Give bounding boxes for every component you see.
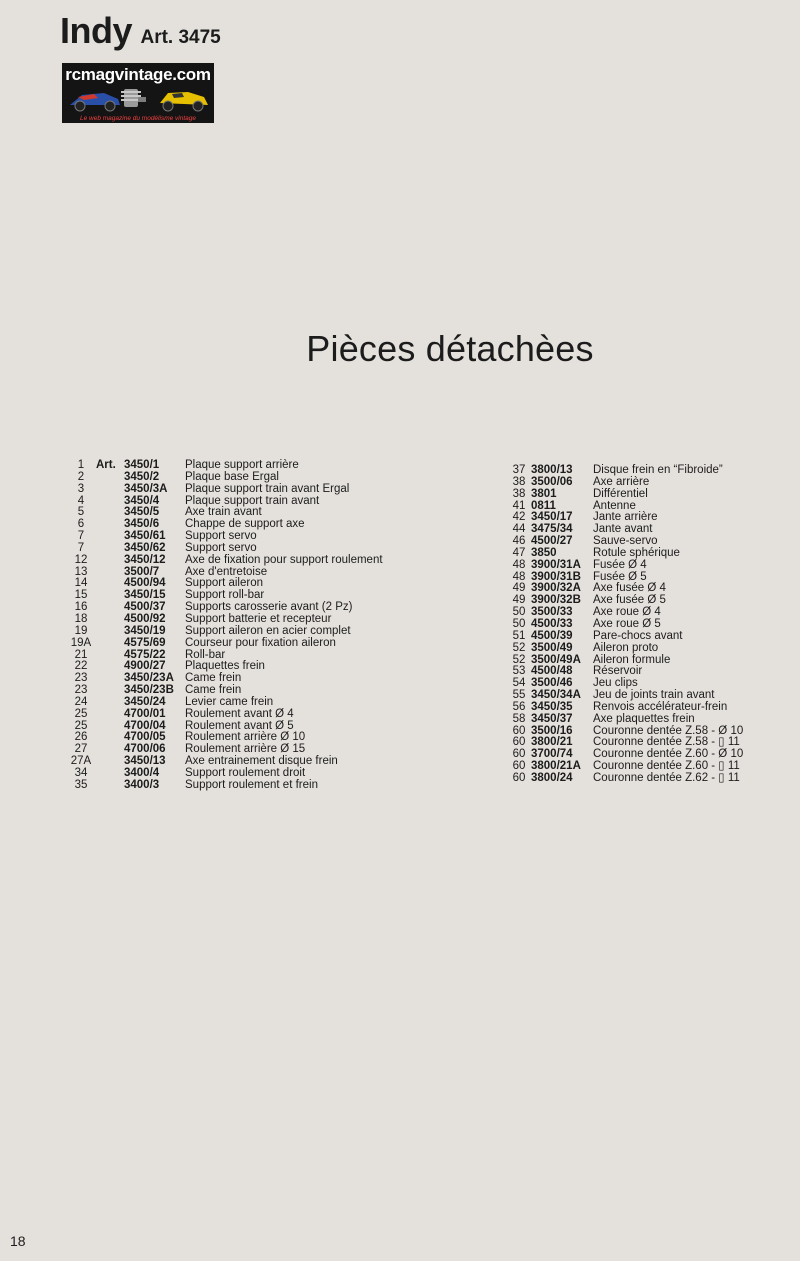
part-number: 60 xyxy=(512,736,526,749)
part-code: 3400/3 xyxy=(124,778,160,791)
art-prefix xyxy=(96,673,124,685)
page-title: Pièces détachèes xyxy=(306,328,594,369)
part-code: 4700/01 xyxy=(124,707,166,720)
part-description: Aileron proto xyxy=(593,641,659,654)
part-row xyxy=(66,697,446,709)
part-number: 48 xyxy=(512,558,526,571)
logo-tagline: Le web magazine du modélisme vintage xyxy=(80,115,196,122)
part-description: Plaque support arrière xyxy=(185,459,299,471)
part-code: 4700/06 xyxy=(124,743,166,756)
logo-text: rcmagvintage.com xyxy=(65,65,211,84)
part-number: 41 xyxy=(512,499,526,512)
part-description: Couronne dentée Z.60 - Ø 10 xyxy=(593,748,744,761)
part-description: Support roulement droit xyxy=(185,766,306,779)
part-description: Support aileron xyxy=(185,577,263,590)
part-number: 50 xyxy=(512,606,526,619)
part-code: 3450/2 xyxy=(124,470,160,483)
part-number: 2 xyxy=(77,470,85,483)
part-number: 60 xyxy=(512,760,526,773)
part-number: 24 xyxy=(74,695,88,708)
part-description: Roulement avant Ø 4 xyxy=(185,707,294,720)
art-prefix xyxy=(96,519,124,531)
part-code: 3450/15 xyxy=(124,589,166,602)
art-prefix xyxy=(96,602,124,614)
part-row xyxy=(66,484,446,496)
part-row xyxy=(507,489,797,501)
part-description: Roulement arrière Ø 15 xyxy=(185,743,306,756)
part-code: 4900/27 xyxy=(124,660,166,673)
part-description: Axe arrière xyxy=(593,475,650,488)
part-number: 16 xyxy=(74,601,88,614)
part-number: 13 xyxy=(74,565,88,578)
part-number: 49 xyxy=(512,594,526,607)
part-code: 4575/69 xyxy=(124,636,166,649)
part-code: 0811 xyxy=(531,499,556,512)
part-code: 3450/37 xyxy=(531,712,573,725)
parts-list-right xyxy=(507,465,797,785)
part-row xyxy=(66,661,446,673)
part-row xyxy=(507,702,797,714)
art-prefix xyxy=(96,578,124,590)
part-description: Plaque support train avant xyxy=(185,494,320,507)
part-code: 3800/21 xyxy=(531,736,573,749)
part-number: 46 xyxy=(512,535,526,548)
part-number: 44 xyxy=(512,523,526,536)
part-description: Courseur pour fixation aileron xyxy=(185,636,336,649)
part-row xyxy=(507,560,797,572)
art-prefix xyxy=(96,555,124,567)
part-description: Sauve-servo xyxy=(593,535,658,548)
part-description: Axe plaquettes frein xyxy=(593,712,695,725)
part-row xyxy=(66,472,446,484)
art-prefix: Art. xyxy=(96,459,116,471)
art-prefix xyxy=(96,626,124,638)
part-code: 3450/34A xyxy=(531,689,581,702)
part-description: Came frein xyxy=(185,684,242,697)
part-code: 3700/74 xyxy=(531,748,573,761)
art-prefix xyxy=(96,590,124,602)
part-description: Réservoir xyxy=(593,665,643,678)
part-code: 4500/94 xyxy=(124,577,166,590)
part-code: 3450/62 xyxy=(124,541,166,554)
part-number: 14 xyxy=(74,577,88,590)
art-prefix xyxy=(96,507,124,519)
part-code: 3475/34 xyxy=(531,523,573,536)
part-code: 3500/33 xyxy=(531,606,573,619)
part-code: 3850 xyxy=(531,546,557,559)
part-description: Roulement avant Ø 5 xyxy=(185,719,294,732)
part-description: Couronne dentée Z.58 - Ø 10 xyxy=(593,724,744,737)
part-description: Support roulement et frein xyxy=(185,778,318,791)
part-code: 3800/13 xyxy=(531,464,573,476)
part-description: Disque frein en “Fibroide” xyxy=(593,464,723,476)
part-code: 3450/19 xyxy=(124,624,166,637)
art-prefix xyxy=(96,567,124,579)
part-description: Axe entrainement disque frein xyxy=(185,755,338,768)
part-number: 47 xyxy=(512,546,526,559)
rc-car-engine-logo-graphic xyxy=(64,83,212,113)
part-code: 3450/1 xyxy=(124,459,160,471)
art-prefix xyxy=(96,638,124,650)
part-code: 3450/5 xyxy=(124,506,160,519)
part-description: Roulement arrière Ø 10 xyxy=(185,731,306,744)
art-prefix xyxy=(96,697,124,709)
part-number: 5 xyxy=(77,506,85,519)
part-number: 6 xyxy=(77,518,85,531)
part-number: 56 xyxy=(512,700,526,713)
part-row xyxy=(507,643,797,655)
art-prefix xyxy=(96,614,124,626)
part-description: Axe train avant xyxy=(185,506,262,519)
part-number: 3 xyxy=(77,482,85,495)
part-code: 4500/92 xyxy=(124,612,166,625)
part-code: 3900/31B xyxy=(531,570,581,583)
part-description: Support aileron en acier complet xyxy=(185,624,351,637)
part-number: 21 xyxy=(74,648,88,661)
article-number: Art. 3475 xyxy=(140,27,221,48)
part-description: Came frein xyxy=(185,672,242,685)
part-description: Chappe de support axe xyxy=(185,518,305,531)
part-code: 3450/23A xyxy=(124,672,174,685)
part-code: 3450/61 xyxy=(124,530,166,543)
part-code: 3500/49 xyxy=(531,641,573,654)
part-number: 53 xyxy=(512,665,526,678)
part-number: 60 xyxy=(512,748,526,761)
part-code: 4700/05 xyxy=(124,731,166,744)
part-number: 1 xyxy=(77,459,85,471)
part-description: Différentiel xyxy=(593,487,648,500)
part-code: 3450/6 xyxy=(124,518,160,531)
art-prefix xyxy=(96,496,124,508)
part-number: 37 xyxy=(512,464,526,476)
part-row xyxy=(66,626,446,638)
part-number: 27 xyxy=(74,743,88,756)
art-prefix xyxy=(96,732,124,744)
part-number: 55 xyxy=(512,689,526,702)
part-number: 22 xyxy=(74,660,88,673)
part-number: 50 xyxy=(512,617,526,630)
part-description: Axe fusée Ø 4 xyxy=(593,582,666,595)
part-row xyxy=(507,548,797,560)
part-row xyxy=(507,631,797,643)
part-description: Levier came frein xyxy=(185,695,274,708)
part-number: 38 xyxy=(512,487,526,500)
art-prefix xyxy=(96,661,124,673)
part-code: 3450/35 xyxy=(531,700,573,713)
art-prefix xyxy=(96,709,124,721)
part-code: 3400/4 xyxy=(124,766,160,779)
part-description: Couronne dentée Z.62 - ▯ 11 xyxy=(593,771,740,784)
part-description: Plaquettes frein xyxy=(185,660,265,673)
part-code: 3450/12 xyxy=(124,553,166,566)
part-code: 4500/27 xyxy=(531,535,573,548)
part-row xyxy=(507,773,797,785)
part-number: 35 xyxy=(74,778,88,791)
part-description: Support batterie et recepteur xyxy=(185,612,332,625)
part-code: 3500/16 xyxy=(531,724,573,737)
part-number: 27A xyxy=(70,755,92,768)
part-number: 19 xyxy=(74,624,88,637)
part-description: Jeu de joints train avant xyxy=(593,689,715,702)
part-row xyxy=(66,555,446,567)
part-description: Aileron formule xyxy=(593,653,671,666)
part-number: 60 xyxy=(512,771,526,784)
part-number: 26 xyxy=(74,731,88,744)
art-prefix xyxy=(96,472,124,484)
part-number: 48 xyxy=(512,570,526,583)
art-prefix xyxy=(96,484,124,496)
part-number: 52 xyxy=(512,641,526,654)
part-row xyxy=(507,477,797,489)
art-prefix xyxy=(96,780,124,792)
part-description: Plaque base Ergal xyxy=(185,470,279,483)
part-code: 3450/24 xyxy=(124,695,166,708)
document-header xyxy=(60,10,221,52)
part-description: Axe de fixation pour support roulement xyxy=(185,553,383,566)
part-code: 3500/46 xyxy=(531,677,573,690)
part-number: 42 xyxy=(512,511,526,524)
part-description: Axe fusée Ø 5 xyxy=(593,594,666,607)
part-code: 3801 xyxy=(531,487,557,500)
art-prefix xyxy=(96,744,124,756)
part-code: 3800/21A xyxy=(531,760,581,773)
part-description: Couronne dentée Z.60 - ▯ 11 xyxy=(593,760,740,773)
part-code: 4500/33 xyxy=(531,617,573,630)
part-code: 3450/3A xyxy=(124,482,168,495)
part-code: 3800/24 xyxy=(531,771,573,784)
part-description: Support servo xyxy=(185,541,257,554)
part-description: Renvois accélérateur-frein xyxy=(593,700,728,713)
art-prefix xyxy=(96,768,124,780)
part-code: 4575/22 xyxy=(124,648,166,661)
part-number: 52 xyxy=(512,653,526,666)
part-row xyxy=(66,673,446,685)
part-description: Roll-bar xyxy=(185,648,226,661)
part-row xyxy=(66,638,446,650)
art-prefix xyxy=(96,685,124,697)
part-row xyxy=(66,543,446,555)
art-prefix xyxy=(96,756,124,768)
part-number: 18 xyxy=(74,612,88,625)
part-description: Antenne xyxy=(593,499,636,512)
part-description: Axe roue Ø 4 xyxy=(593,606,661,619)
art-prefix xyxy=(96,531,124,543)
part-code: 3900/31A xyxy=(531,558,581,571)
part-number: 7 xyxy=(77,541,85,554)
part-number: 49 xyxy=(512,582,526,595)
part-number: 23 xyxy=(74,672,88,685)
part-code: 3900/32B xyxy=(531,594,581,607)
part-description: Axe roue Ø 5 xyxy=(593,617,661,630)
part-code: 4700/04 xyxy=(124,719,166,732)
part-row xyxy=(66,768,446,780)
part-number: 23 xyxy=(74,684,88,697)
part-description: Pare-chocs avant xyxy=(593,629,683,642)
part-description: Jeu clips xyxy=(593,677,638,690)
part-code: 3450/4 xyxy=(124,494,160,507)
art-prefix xyxy=(96,543,124,555)
part-description: Rotule sphérique xyxy=(593,546,680,559)
part-number: 19A xyxy=(70,636,92,649)
part-code: 3450/13 xyxy=(124,755,166,768)
part-number: 12 xyxy=(74,553,88,566)
part-number: 34 xyxy=(74,766,88,779)
part-row xyxy=(507,714,797,726)
part-number: 7 xyxy=(77,530,85,543)
part-number: 4 xyxy=(77,494,85,507)
part-description: Fusée Ø 5 xyxy=(593,570,647,583)
part-code: 3500/06 xyxy=(531,475,573,488)
part-description: Fusée Ø 4 xyxy=(593,558,647,571)
part-description: Supports carosserie avant (2 Pz) xyxy=(185,601,353,614)
model-title: Indy xyxy=(60,10,133,51)
part-number: 51 xyxy=(512,629,526,642)
part-row xyxy=(66,709,446,721)
art-prefix xyxy=(96,721,124,733)
parts-list-left xyxy=(66,460,446,792)
part-number: 15 xyxy=(74,589,88,602)
part-code: 4500/37 xyxy=(124,601,166,614)
part-description: Support roll-bar xyxy=(185,589,265,602)
part-code: 3450/17 xyxy=(531,511,573,524)
part-description: Couronne dentée Z.58 - ▯ 11 xyxy=(593,736,740,749)
part-description: Jante avant xyxy=(593,523,653,536)
site-logo xyxy=(62,63,214,123)
part-row xyxy=(66,780,446,792)
part-number: 60 xyxy=(512,724,526,737)
part-code: 3500/7 xyxy=(124,565,160,578)
part-number: 38 xyxy=(512,475,526,488)
part-description: Jante arrière xyxy=(593,511,658,524)
part-code: 3500/49A xyxy=(531,653,581,666)
part-description: Axe d'entretoise xyxy=(185,565,268,578)
part-code: 3450/23B xyxy=(124,684,174,697)
page-number: 18 xyxy=(10,1233,26,1249)
part-number: 54 xyxy=(512,677,526,690)
part-number: 25 xyxy=(74,719,88,732)
part-code: 4500/39 xyxy=(531,629,573,642)
art-prefix xyxy=(96,650,124,662)
part-description: Support servo xyxy=(185,530,257,543)
part-code: 4500/48 xyxy=(531,665,573,678)
part-code: 3900/32A xyxy=(531,582,581,595)
part-number: 25 xyxy=(74,707,88,720)
part-description: Plaque support train avant Ergal xyxy=(185,482,350,495)
part-number: 58 xyxy=(512,712,526,725)
